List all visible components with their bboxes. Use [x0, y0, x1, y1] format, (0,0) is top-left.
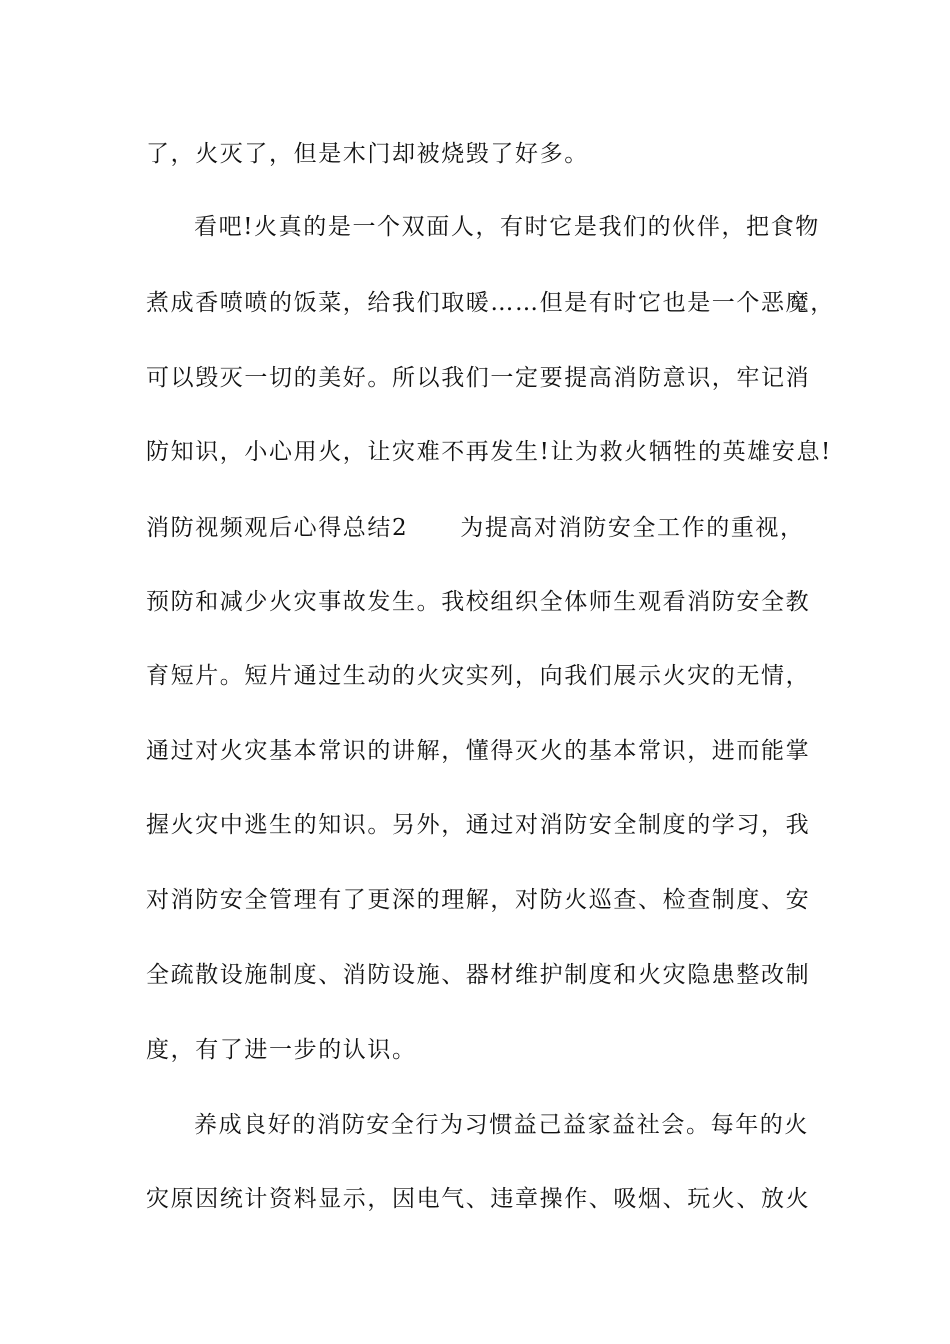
text-line: 灾原因统计资料显示，因电气、违章操作、吸烟、玩火、放火	[146, 1186, 811, 1212]
text-line: 度，有了进一步的认识。	[146, 1037, 417, 1063]
text-line: 全疏散设施制度、消防设施、器材维护制度和火灾隐患整改制	[146, 962, 811, 988]
section-first-text: 为提高对消防安全工作的重视，	[460, 515, 805, 541]
text-line: 预防和减少火灾事故发生。我校组织全体师生观看消防安全教	[146, 589, 811, 615]
paragraph-start-line: 养成良好的消防安全行为习惯益己益家益社会。每年的火	[194, 1112, 809, 1138]
heading-and-text-line	[146, 508, 836, 548]
text-line: 育短片。短片通过生动的火灾实列，向我们展示火灾的无情，	[146, 663, 811, 689]
paragraph-start-line: 看吧!火真的是一个双面人，有时它是我们的伙伴，把食物	[194, 214, 820, 240]
text-line: 了，火灭了，但是木门却被烧毁了好多。	[146, 141, 589, 167]
text-line: 煮成香喷喷的饭菜，给我们取暖……但是有时它也是一个恶魔，	[146, 290, 835, 316]
text-line: 对消防安全管理有了更深的理解，对防火巡查、检查制度、安	[146, 887, 811, 913]
text-line: 握火灾中逃生的知识。另外，通过对消防安全制度的学习，我	[146, 812, 811, 838]
section-heading: 消防视频观后心得总结2	[146, 515, 409, 541]
text-line: 通过对火灾基本常识的讲解，懂得灭火的基本常识，进而能掌	[146, 738, 811, 764]
text-line: 可以毁灭一切的美好。所以我们一定要提高消防意识，牢记消	[146, 365, 811, 391]
text-line: 防知识，小心用火，让灾难不再发生!让为救火牺牲的英雄安息!	[146, 439, 832, 465]
